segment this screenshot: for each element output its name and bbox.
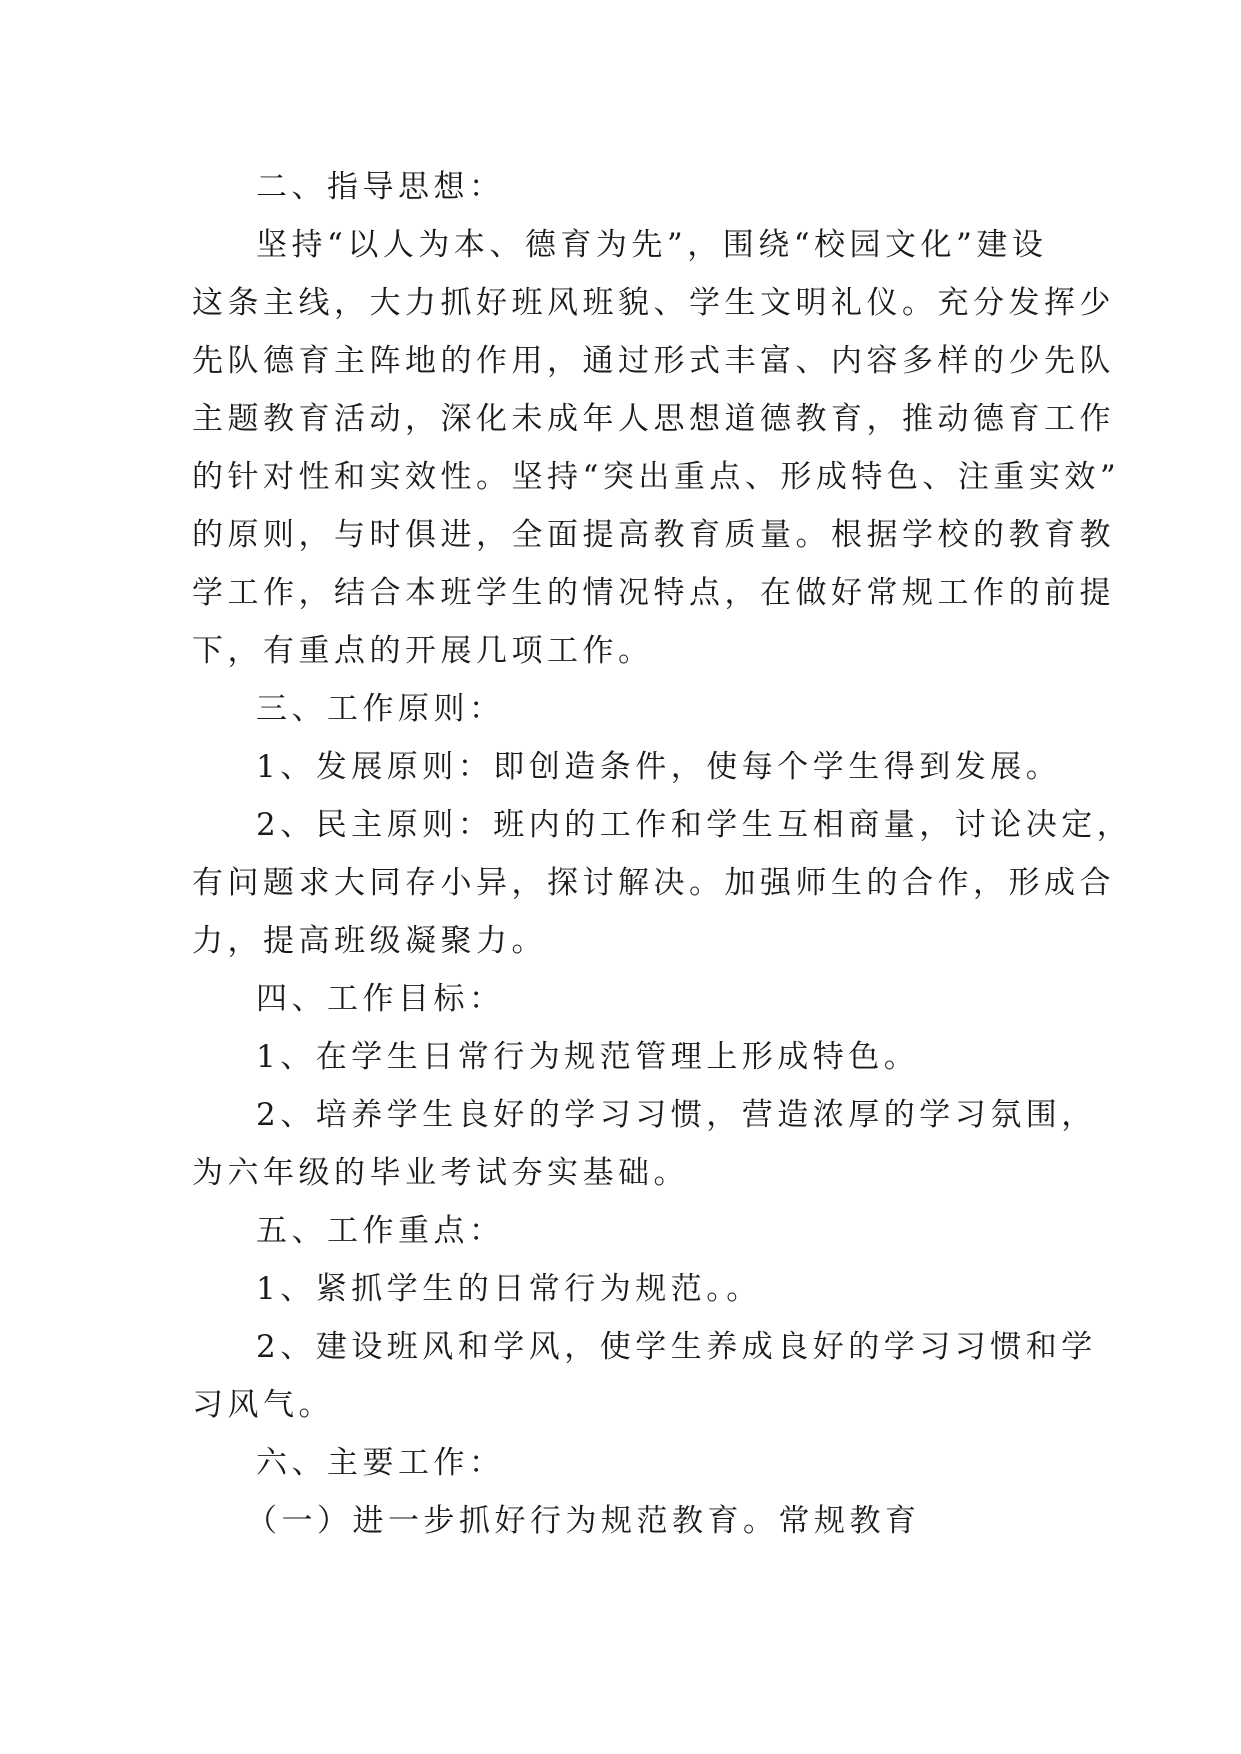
section-heading-work-focus: 五、工作重点： <box>256 1213 505 1249</box>
subsection-heading: （一）进一步抓好行为规范教育。常规教育 <box>246 1503 921 1539</box>
paragraph-line: 学工作，结合本班学生的情况特点，在做好常规工作的前提 <box>192 575 1115 611</box>
list-item: 1、在学生日常行为规范管理上形成特色。 <box>256 1039 920 1075</box>
paragraph-line: 主题教育活动，深化未成年人思想道德教育，推动德育工作 <box>192 401 1115 437</box>
paragraph-line: 这条主线，大力抓好班风班貌、学生文明礼仪。充分发挥少 <box>192 285 1115 321</box>
list-item: 2、培养学生良好的学习习惯，营造浓厚的学习氛围， <box>256 1097 1097 1133</box>
paragraph-line: 的针对性和实效性。坚持“突出重点、形成特色、注重实效” <box>192 459 1121 495</box>
paragraph-line: 力，提高班级凝聚力。 <box>192 923 547 959</box>
list-item: 2、建设班风和学风，使学生养成良好的学习习惯和学 <box>256 1329 1097 1365</box>
paragraph-line: 有问题求大同存小异，探讨解决。加强师生的合作，形成合 <box>192 865 1115 901</box>
paragraph-line: 习风气。 <box>192 1387 334 1423</box>
section-heading-main-work: 六、主要工作： <box>256 1445 505 1481</box>
document-body <box>192 158 1133 1550</box>
paragraph-line: 的原则，与时俱进，全面提高教育质量。根据学校的教育教 <box>192 517 1115 553</box>
list-item: 2、民主原则：班内的工作和学生互相商量，讨论决定， <box>256 807 1133 843</box>
list-item: 1、紧抓学生的日常行为规范。。 <box>256 1271 762 1307</box>
section-heading-work-principles: 三、工作原则： <box>256 691 505 727</box>
paragraph-line: 为六年级的毕业考试夯实基础。 <box>192 1155 689 1191</box>
section-heading-guiding-ideology: 二、指导思想： <box>256 169 505 205</box>
paragraph-line: 下，有重点的开展几项工作。 <box>192 633 654 669</box>
paragraph-line: 坚持“以人为本、德育为先”，围绕“校园文化”建设 <box>256 227 1048 263</box>
section-heading-work-goals: 四、工作目标： <box>256 981 505 1017</box>
paragraph-line: 先队德育主阵地的作用，通过形式丰富、内容多样的少先队 <box>192 343 1115 379</box>
list-item: 1、发展原则：即创造条件，使每个学生得到发展。 <box>256 749 1062 785</box>
